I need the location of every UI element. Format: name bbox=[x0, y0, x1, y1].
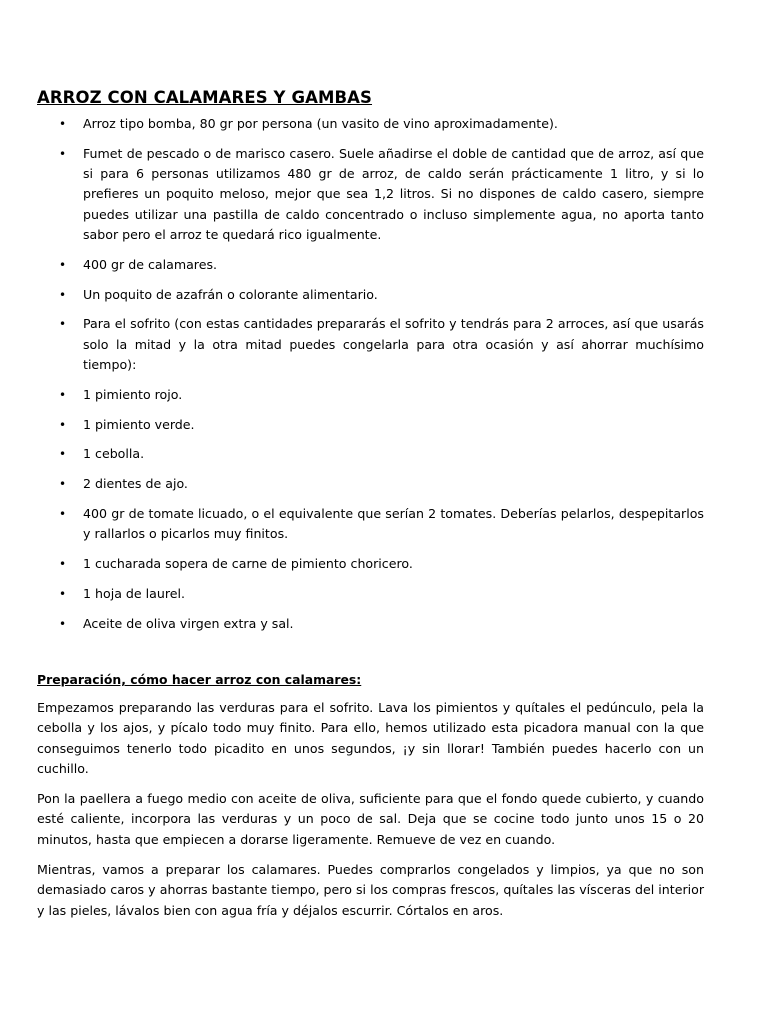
ingredient-text: 1 hoja de laurel. bbox=[83, 585, 186, 601]
ingredients-list bbox=[37, 114, 704, 634]
preparation-paragraph: Empezamos preparando las verduras para el sofrito. Lava los pimientos y quítales el pedúnculo, pela la cebolla y los ajos, y pícalo todo muy finito. Para ello, hemos utilizado esta picadora manual con la que conseguimos tenerlo todo picadito en unos segundos, ¡y sin llorar! También puedes hacerlo con un cuchillo. bbox=[37, 699, 704, 776]
preparation-heading: Preparación, cómo hacer arroz con calamares: bbox=[37, 671, 362, 687]
ingredient-text: Un poquito de azafrán o colorante alimentario. bbox=[83, 286, 378, 302]
ingredient-text: Para el sofrito (con estas cantidades prepararás el sofrito y tendrás para 2 arroces, así que usarás solo la mitad y la otra mitad puedes congelarla para otra ocasión y así ahorrar muchísimo tiempo): bbox=[83, 316, 704, 372]
ingredient-text: Fumet de pescado o de marisco casero. Suele añadirse el doble de cantidad que de arroz, así que si para 6 personas utilizamos 480 gr de arroz, de caldo serán prácticamente 1 litro, y si lo prefieres un poquito meloso, mejor que sea 1,2 litros. Si no dispones de caldo casero, siempre puedes utilizar una pastilla de caldo concentrado o incluso simplemente agua, no aporta tanto sabor pero el arroz te quedará rico igualmente. bbox=[83, 145, 704, 242]
ingredient-item bbox=[37, 385, 704, 405]
recipe-title: ARROZ CON CALAMARES Y GAMBAS bbox=[37, 88, 373, 107]
ingredient-item bbox=[37, 285, 704, 305]
bullet-icon: • bbox=[59, 477, 67, 492]
bullet-icon: • bbox=[59, 387, 67, 402]
ingredient-item bbox=[37, 415, 704, 435]
ingredient-text: Arroz tipo bomba, 80 gr por persona (un vasito de vino aproximadamente). bbox=[83, 116, 558, 131]
bullet-icon: • bbox=[59, 557, 67, 572]
bullet-icon: • bbox=[59, 586, 67, 601]
ingredient-item bbox=[37, 314, 704, 375]
ingredient-item bbox=[37, 474, 704, 494]
bullet-icon: • bbox=[59, 447, 67, 462]
bullet-icon: • bbox=[59, 417, 67, 432]
bullet-icon: • bbox=[59, 287, 67, 302]
ingredient-text: 1 cucharada sopera de carne de pimiento choricero. bbox=[83, 556, 413, 572]
ingredient-item bbox=[37, 444, 704, 464]
bullet-icon: • bbox=[59, 117, 67, 131]
ingredient-text: 400 gr de tomate licuado, o el equivalente que serían 2 tomates. Deberías pelarlos, despepitarlos y rallarlos o picarlos muy finitos. bbox=[83, 505, 704, 542]
document-page bbox=[37, 86, 704, 931]
ingredient-item bbox=[37, 504, 704, 545]
ingredient-text: 1 cebolla. bbox=[83, 446, 145, 462]
ingredient-item bbox=[37, 614, 704, 634]
ingredient-text: 2 dientes de ajo. bbox=[83, 476, 188, 492]
ingredient-item bbox=[37, 554, 704, 574]
bullet-icon: • bbox=[59, 317, 67, 332]
bullet-icon: • bbox=[59, 506, 67, 521]
ingredient-text: 1 pimiento verde. bbox=[83, 416, 195, 432]
ingredient-item bbox=[37, 144, 704, 245]
bullet-icon: • bbox=[59, 146, 67, 161]
preparation-paragraph: Mientras, vamos a preparar los calamares. Puedes comprarlos congelados y limpios, ya que no son demasiado caros y ahorras bastante tiempo, pero si los compras frescos, quítales las vísceras del interior y las pieles, lávalos bien con agua fría y déjalos escurrir. Córtalos en aros. bbox=[37, 862, 704, 918]
bullet-icon: • bbox=[59, 616, 67, 631]
ingredient-text: 400 gr de calamares. bbox=[83, 256, 218, 272]
ingredient-item bbox=[37, 584, 704, 604]
ingredient-item bbox=[37, 114, 704, 134]
preparation-paragraph: Pon la paellera a fuego medio con aceite de oliva, suficiente para que el fondo quede cubierto, y cuando esté caliente, incorpora las verduras y un poco de sal. Deja que se cocine todo junto unos 15 o 20 minutos, hasta que empiecen a dorarse ligeramente. Remueve de vez en cuando. bbox=[37, 791, 704, 847]
ingredient-text: 1 pimiento rojo. bbox=[83, 386, 183, 402]
ingredient-item bbox=[37, 255, 704, 275]
ingredient-text: Aceite de oliva virgen extra y sal. bbox=[83, 615, 294, 631]
bullet-icon: • bbox=[59, 257, 67, 272]
